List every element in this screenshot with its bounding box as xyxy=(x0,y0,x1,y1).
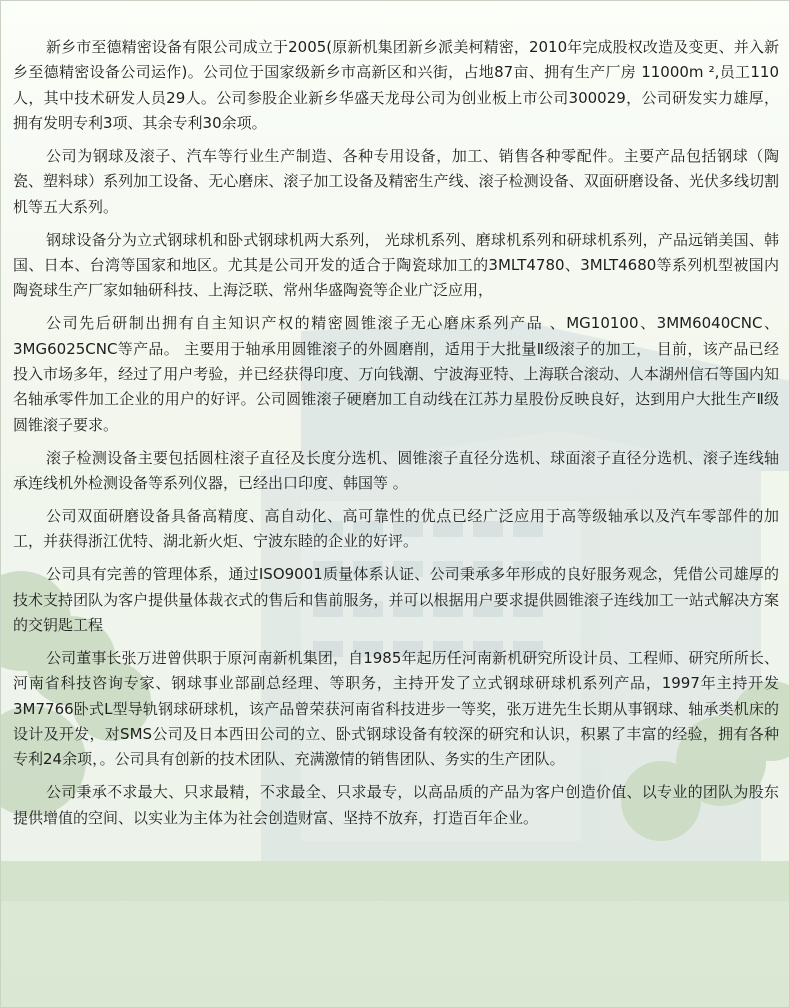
paragraph-philosophy: 公司秉承不求最大、只求最精，不求最全、只求最专，以高品质的产品为客户创造价值、以专业的团队为股东提供增值的空间、以实业为主体为社会创造财富、坚持不放弃，打造百年企业。 xyxy=(13,783,779,827)
paragraph-chairman: 公司董事长张万进曾供职于原河南新机集团，自1985年起历任河南新机研究所设计员、工程师、研究所所长、河南省科技咨询专家、钢球事业部副总经理、等职务，主持开发了立式钢球研球机系列产品，1997年主持开发3M7766卧式L型导轨钢球研球机，该产品曾荣获河南省科技进步一等奖，张万进先生长期从事钢球、轴承类机床的设计及开发，对SMS公司及日本西田公司的立、卧式钢球设备有较深的研究和认识，积累了丰富的经验，拥有各种专利24余项，。公司具有创新的技术团队、充满激情的销售团队、务实的生产团队。 xyxy=(13,649,779,769)
paragraph-steel-ball-equipment: 钢球设备分为立式钢球机和卧式钢球机两大系列， 光球机系列、磨球机系列和研球机系列，产品远销美国、韩国、日本、台湾等国家和地区。尤其是公司开发的适合于陶瓷球加工的3MLT4780、3MLT4680等系列机型被国内陶瓷球生产厂家如轴研科技、上海泛联、常州华盛陶瓷等企业广泛应用， xyxy=(13,230,779,300)
paragraph-tapered-roller-grinder: 公司先后研制出拥有自主知识产权的精密圆锥滚子无心磨床系列产品 、MG10100、3MM6040CNC、3MG6025CNC等产品。 主要用于轴承用圆锥滚子的外圆磨削，适用于大批量Ⅱ级滚子的加工， 目前，该产品已经投入市场多年，经过了用户考验，并已经获得印度、万向钱潮、宁波海亚特、上海联合滚动、人本湖州信石等国内知名轴承零件加工企业的用户的好评。公司圆锥滚子硬磨加工自动线在江苏力星股份反映良好，达到用户大批生产Ⅱ级圆锥滚子要求。 xyxy=(13,314,779,434)
paragraph-main-products: 公司为钢球及滚子、汽车等行业生产制造、各种专用设备，加工、销售各种零配件。主要产品包括钢球（陶瓷、塑料球）系列加工设备、无心磨床、滚子加工设备及精密生产线、滚子检测设备、双面研磨设备、光伏多线切割机等五大系列。 xyxy=(13,146,779,216)
paragraph-roller-inspection: 滚子检测设备主要包括圆柱滚子直径及长度分选机、圆锥滚子直径分选机、球面滚子直径分选机、滚子连线轴承连线机外检测设备等系列仪器，已经出口印度、韩国等 。 xyxy=(13,448,779,492)
paragraph-management-system: 公司具有完善的管理体系，通过ISO9001质量体系认证、公司秉承多年形成的良好服务观念，凭借公司雄厚的技术支持团队为客户提供量体裁衣式的售后和售前服务，并可以根据用户要求提供圆锥滚子连线加工一站式解决方案的交钥匙工程 xyxy=(13,565,779,635)
company-introduction-text xyxy=(13,35,779,839)
paragraph-double-face-lapping: 公司双面研磨设备具备高精度、高自动化、高可靠性的优点已经广泛应用于高等级轴承以及汽车零部件的加工，并获得浙江优特、湖北新火炬、宁波东睦的企业的好评。 xyxy=(13,507,779,551)
paragraph-company-founding: 新乡市至德精密设备有限公司成立于2005(原新机集团新乡派美柯精密，2010年完成股权改造及变更、并入新乡至德精密设备公司运作)。公司位于国家级新乡市高新区和兴街，占地87亩、拥有生产厂房 11000m ²,员工110人，其中技术研发人员29人。公司参股企业新乡华盛天龙母公司为创业板上市公司300029，公司研发实力雄厚，拥有发明专利3项、其余专利30余项。 xyxy=(13,38,779,132)
